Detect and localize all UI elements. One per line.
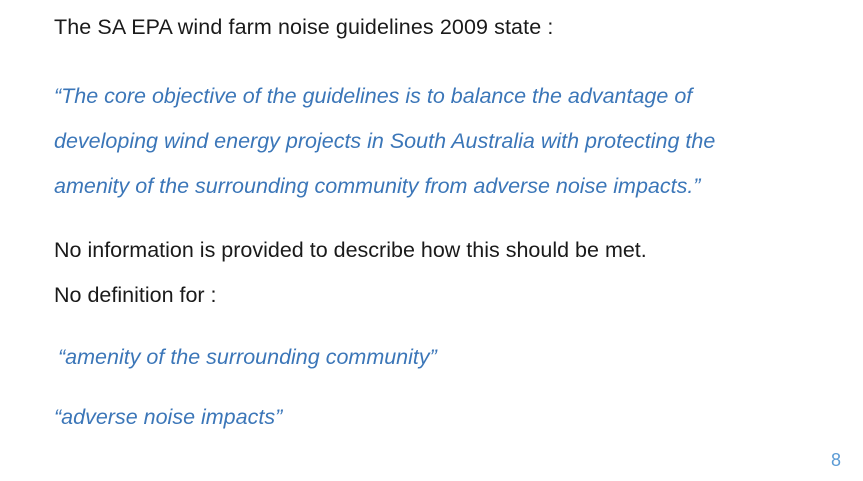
quote-line-2: developing wind energy projects in South Australia with protecting the <box>54 129 716 153</box>
page-number: 8 <box>830 450 841 470</box>
sub-quote-2: “adverse noise impacts” <box>54 405 283 429</box>
body-line-2: No definition for : <box>54 283 217 307</box>
quote-line-1: “The core objective of the guidelines is to balance the advantage of <box>54 84 693 108</box>
body-line-1: No information is provided to describe how this should be met. <box>54 238 647 262</box>
intro-text: The SA EPA wind farm noise guidelines 2009 state : <box>54 15 554 39</box>
quote-line-3: amenity of the surrounding community from adverse noise impacts.” <box>54 174 701 198</box>
sub-quote-1: “amenity of the surrounding community” <box>58 345 437 369</box>
main-quote <box>54 74 814 209</box>
